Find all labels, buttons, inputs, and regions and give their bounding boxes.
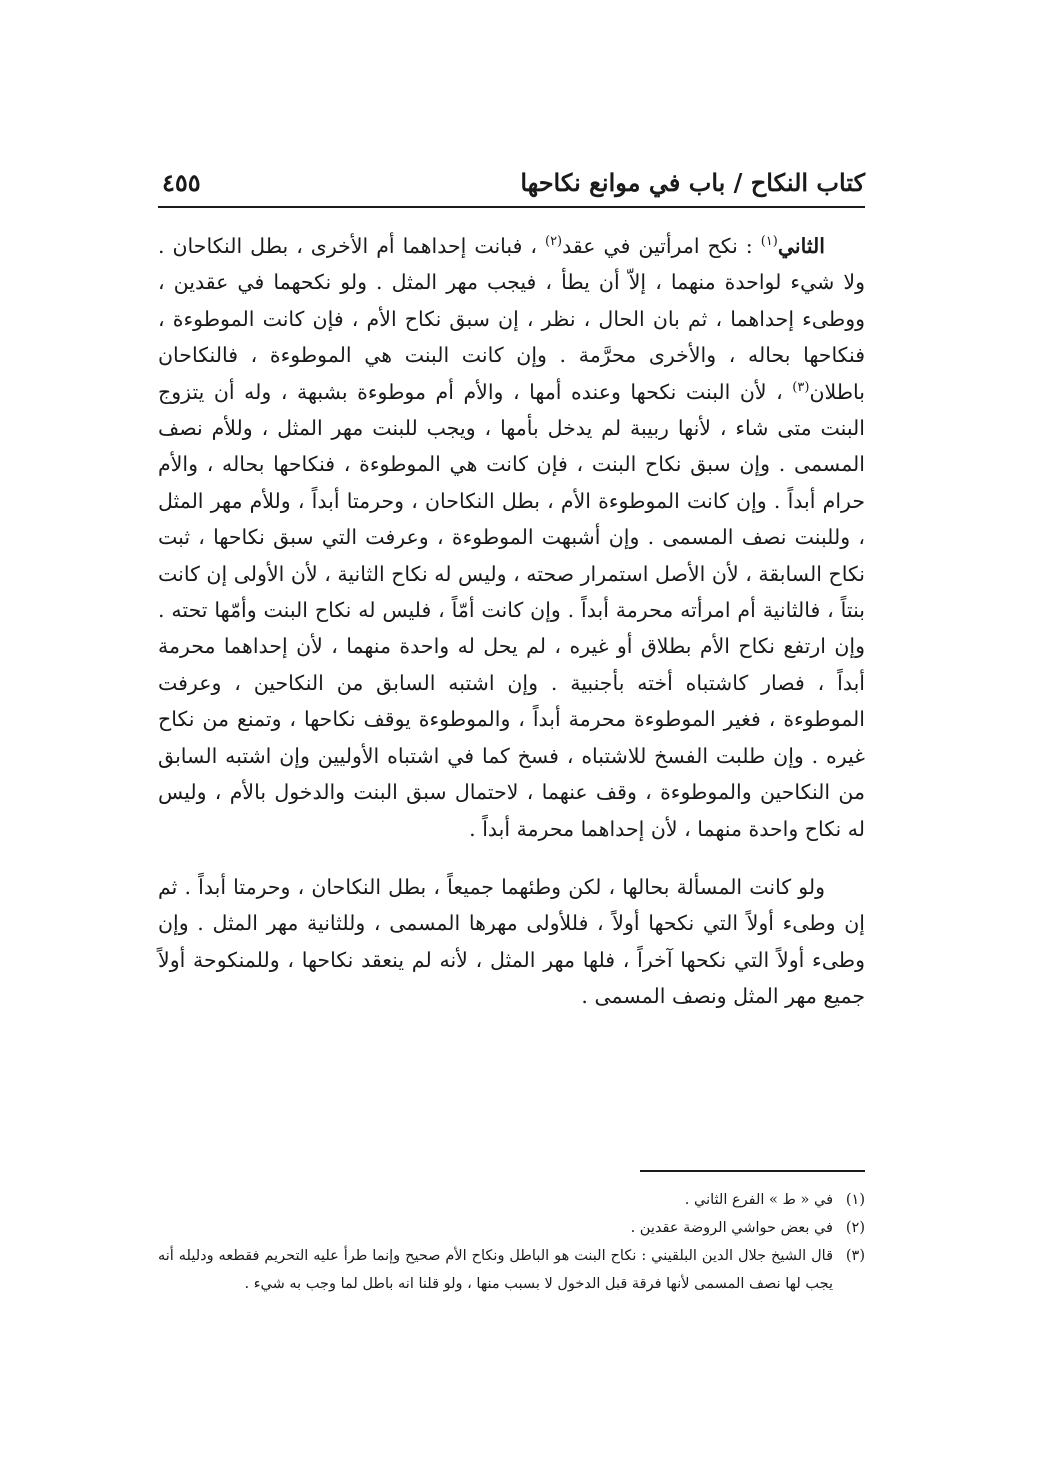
footnote-item [158, 1242, 865, 1298]
footnote-text: قال الشيخ جلال الدين البلقيني : نكاح البنت هو الباطل ونكاح الأم صحيح وإنما طرأ عليه التحريم فقطعه ودليله أنه يجب لها نصف المسمى لأنها فرقة قبل الدخول لا بسبب منها ، ولو قلنا انه باطل لما وجب به شيء . [158, 1248, 833, 1292]
footnote-ref-1: (١) [760, 234, 778, 250]
footnote-text: في بعض حواشي الروضة عقدين . [630, 1220, 833, 1236]
footnote-number: (١) [845, 1192, 865, 1208]
paragraph-1-text-b: ، فبانت إحداهما أم الأخرى ، بطل النكاحان . ولا شيء لواحدة منهما ، إلاّ أن يطأ ، فيجب مهر المثل . ولو نكحهما في عقدين ، ووطىء إحداهما ، ثم بان الحال ، نظر ، إن سبق نكاح الأم ، فإن كانت الموطوءة ، فنكاحها بحاله ، والأخرى محرَّمة . وإن كانت البنت هي الموطوءة ، فالنكاحان باطلان [158, 234, 865, 404]
footnote-item [158, 1214, 865, 1242]
paragraph-1-text-c: ، لأن البنت نكحها وعنده أمها ، والأم أم موطوءة بشبهة ، وله أن يتزوج البنت متى شاء ، لأنها ربيبة لم يدخل بأمها ، ويجب للبنت مهر المثل ، وللأم نصف المسمى . وإن سبق نكاح البنت ، فإن كانت هي الموطوءة ، فنكاحها بحاله ، والأم حرام أبداً . وإن كانت الموطوءة الأم ، بطل النكاحان ، وحرمتا أبداً ، وللأم مهر المثل ، وللبنت نصف المسمى . وإن أشبهت الموطوءة ، وعرفت التي سبق نكاحها ، ثبت نكاح السابقة ، لأن الأصل استمرار صحته ، وليس له نكاح الثانية ، لأن الأولى إن كانت بنتاً ، فالثانية أم امرأته محرمة أبداً . وإن كانت أمّاً ، فليس له نكاح البنت وأمّها تحته . وإن ارتفع نكاح الأم بطلاق أو غيره ، لم يحل له واحدة منهما ، لأن إحداهما محرمة أبداً ، فصار كاشتباه أخته بأجنبية . وإن اشتبه السابق من النكاحين ، وعرفت الموطوءة ، فغير الموطوءة محرمة أبداً ، والموطوءة يوقف نكاحها ، وتمنع من نكاح غيره . وإن طلبت الفسخ للاشتباه ، فسخ كما في اشتباه الأوليين وإن اشتبه السابق من النكاحين والموطوءة ، وقف عنهما ، لاحتمال سبق البنت والدخول بالأم ، وليس له نكاح واحدة منهما ، لأن إحداهما محرمة أبداً . [158, 379, 865, 841]
main-text [158, 228, 865, 1015]
header-title: كتاب النكاح / باب في موانع نكاحها [520, 168, 865, 197]
footnote-ref-2: (٢) [544, 234, 563, 250]
running-header [158, 166, 865, 208]
footnote-text: في « ط » الفرع الثاني . [684, 1192, 833, 1208]
footnote-number: (٢) [845, 1220, 865, 1236]
footnote-item [158, 1186, 865, 1214]
section-lead: الثاني [777, 234, 825, 258]
footnotes [158, 1186, 865, 1298]
footnote-separator [640, 1170, 865, 1172]
paragraph-1-text-a: : نكح امرأتين في عقد [562, 234, 761, 258]
paragraph-1 [158, 228, 865, 847]
footnote-ref-3: (٣) [792, 379, 810, 395]
footnote-number: (٣) [845, 1248, 865, 1264]
page-number: ٤٥٥ [162, 168, 201, 197]
paragraph-2: ولو كانت المسألة بحالها ، لكن وطئهما جميعاً ، بطل النكاحان ، وحرمتا أبداً . ثم إن وطىء أولاً التي نكحها أولاً ، فللأولى مهرها المسمى ، وللثانية مهر المثل . وإن وطىء أولاً التي نكحها آخراً ، فلها مهر المثل ، لأنه لم ينعقد نكاحها ، وللمنكوحة أولاً جميع مهر المثل ونصف المسمى . [158, 874, 865, 1009]
